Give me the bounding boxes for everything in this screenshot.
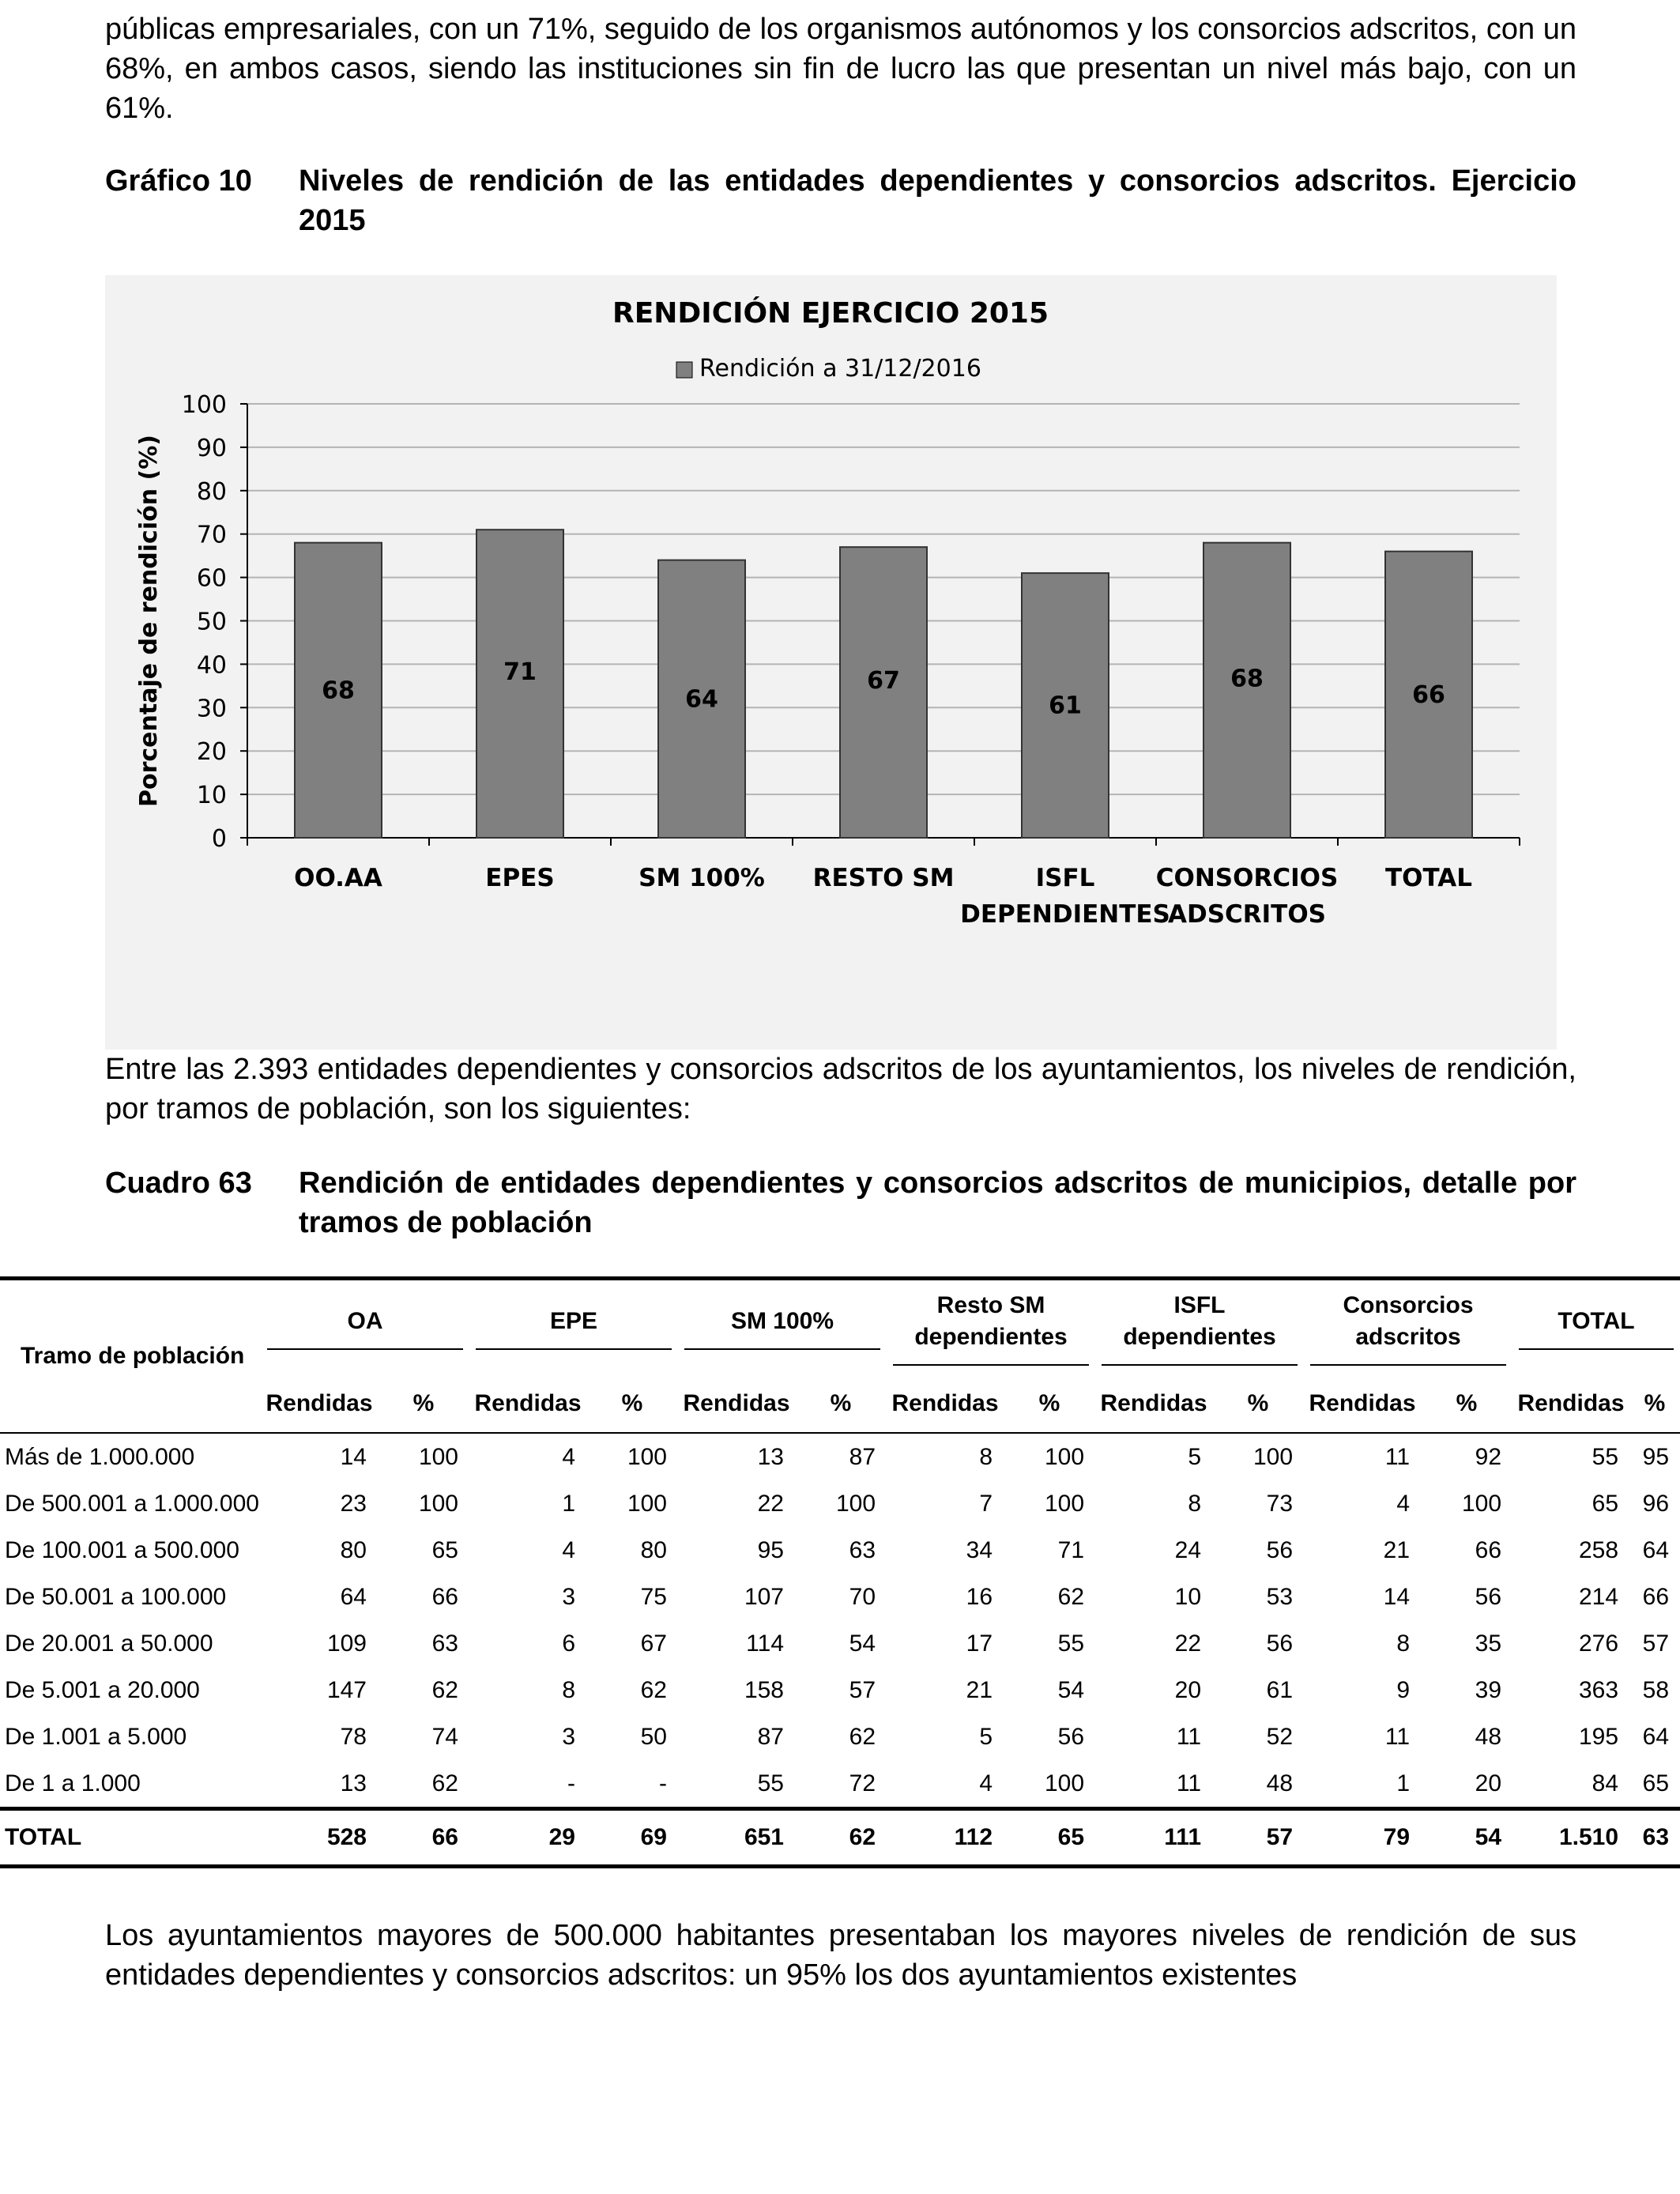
table-cell: 55 (1057, 1630, 1085, 1657)
y-tick-label: 70 (196, 521, 227, 549)
table-cell: 50 (640, 1723, 667, 1750)
table-cell: 7 (979, 1490, 993, 1517)
row-label: De 20.001 a 50.000 (5, 1630, 213, 1657)
table-cell: 54 (849, 1630, 876, 1657)
group-underline (267, 1348, 463, 1350)
table-caption-number: Cuadro 63 (105, 1167, 252, 1200)
table-cell: 66 (431, 1583, 458, 1610)
row-label: De 500.001 a 1.000.000 (5, 1490, 259, 1517)
table-cell: 5 (979, 1723, 993, 1750)
legend-swatch (676, 362, 692, 378)
row-label: De 50.001 a 100.000 (5, 1583, 227, 1610)
row-label: De 5.001 a 20.000 (5, 1676, 200, 1703)
table-cell: 72 (849, 1770, 876, 1796)
table-cell: 67 (640, 1630, 667, 1657)
total-cell: 112 (887, 1809, 1004, 1867)
table-cell: 100 (1044, 1770, 1085, 1796)
table-cell: 87 (849, 1443, 876, 1470)
table-cell: 11 (1176, 1770, 1202, 1796)
y-tick-label: 10 (196, 782, 227, 810)
column-group-header (1095, 1279, 1304, 1376)
table-cell: 100 (627, 1443, 667, 1470)
table-cell: 4 (562, 1443, 575, 1470)
table-cell: 64 (1642, 1723, 1670, 1750)
subheader-rendidas: Rendidas (261, 1375, 378, 1433)
table-caption-text: Rendición de entidades dependientes y consorcios adscritos de municipios, detalle por tramos de población (299, 1167, 1576, 1239)
column-group-label: ISFL (1173, 1292, 1226, 1318)
table-cell: 4 (562, 1536, 575, 1563)
table-cell: 61 (1266, 1676, 1294, 1703)
table-cell: 62 (849, 1723, 876, 1750)
column-group-label: adscritos (1355, 1324, 1461, 1350)
y-tick-label: 0 (211, 825, 227, 853)
column-group-label: EPE (549, 1308, 598, 1334)
subheader-rendidas: Rendidas (1512, 1375, 1629, 1433)
table-cell: 23 (340, 1490, 367, 1517)
total-cell: 69 (586, 1809, 678, 1867)
subheader-rendidas: Rendidas (887, 1375, 1004, 1433)
table-cell: 100 (1461, 1490, 1502, 1517)
table-cell: 9 (1396, 1676, 1411, 1703)
group-underline (476, 1348, 672, 1350)
total-cell: 528 (261, 1809, 378, 1867)
x-category-label: RESTO SM (812, 864, 955, 892)
total-cell: 57 (1212, 1809, 1304, 1867)
table-cell: 363 (1578, 1676, 1619, 1703)
group-underline (1102, 1364, 1298, 1366)
table-cell: 66 (1642, 1583, 1670, 1610)
table-cell: 58 (1642, 1676, 1670, 1703)
group-underline (684, 1348, 880, 1350)
table-row (0, 1667, 1680, 1713)
column-group-header (469, 1279, 678, 1376)
table-cell: 57 (849, 1676, 876, 1703)
table-cell: 64 (340, 1583, 367, 1610)
table-cell: 55 (757, 1770, 784, 1796)
table-cell: 48 (1266, 1770, 1294, 1796)
table-cell: 147 (326, 1676, 367, 1703)
y-tick-label: 40 (196, 651, 227, 680)
table-row (0, 1527, 1680, 1574)
total-cell: 1.510 (1512, 1809, 1629, 1867)
y-tick-label: 90 (196, 434, 227, 462)
chart-title: RENDICIÓN EJERCICIO 2015 (612, 297, 1049, 330)
table-cell: 100 (1044, 1490, 1085, 1517)
total-label: TOTAL (0, 1809, 261, 1867)
chart-container (105, 275, 1557, 1050)
table-cell: 57 (1642, 1630, 1670, 1657)
data-label-0: 68 (322, 677, 355, 705)
subheader-percent: % (1004, 1375, 1095, 1433)
x-category-label: OO.AA (294, 864, 382, 892)
table-cell: 65 (1591, 1490, 1619, 1517)
table-cell: 100 (418, 1443, 458, 1470)
table-cell: 75 (640, 1583, 667, 1610)
table-row (0, 1713, 1680, 1760)
x-category-label: CONSORCIOS (1155, 864, 1339, 892)
subheader-percent: % (1212, 1375, 1304, 1433)
table-row (0, 1574, 1680, 1620)
data-table (0, 1276, 1680, 1868)
data-label-2: 64 (685, 685, 718, 714)
column-group-label: Consorcios (1343, 1292, 1474, 1318)
table-cell: 14 (1383, 1583, 1411, 1610)
table-cell: 1 (1396, 1770, 1411, 1796)
table-cell: 109 (326, 1630, 367, 1657)
table-cell: 100 (627, 1490, 667, 1517)
table-cell: 62 (431, 1676, 458, 1703)
table-row (0, 1433, 1680, 1480)
table-cell: 8 (562, 1676, 575, 1703)
row-label: Más de 1.000.000 (5, 1443, 195, 1470)
column-group-header (1304, 1279, 1512, 1376)
table-cell: 34 (966, 1536, 993, 1563)
table-cell: 3 (562, 1583, 575, 1610)
table-row (0, 1760, 1680, 1809)
table-cell: 73 (1266, 1490, 1294, 1517)
group-underline (1310, 1364, 1506, 1366)
row-label: De 1.001 a 5.000 (5, 1723, 187, 1750)
table-cell: 258 (1578, 1536, 1619, 1563)
table-cell: 65 (431, 1536, 458, 1563)
table-cell: 66 (1475, 1536, 1502, 1563)
column-group-label: SM 100% (730, 1308, 834, 1334)
table-cell: 5 (1188, 1443, 1202, 1470)
table-cell: - (567, 1770, 575, 1796)
y-axis-label: Porcentaje de rendición (%) (135, 434, 163, 808)
table-cell: 55 (1591, 1443, 1619, 1470)
table-cell: 35 (1475, 1630, 1502, 1657)
y-tick-label: 60 (196, 564, 227, 593)
table-cell: 195 (1578, 1723, 1619, 1750)
table-cell: 100 (1044, 1443, 1085, 1470)
y-tick-label: 50 (196, 608, 227, 636)
table-cell: 11 (1384, 1723, 1411, 1750)
table-cell: 13 (757, 1443, 784, 1470)
column-group-header (261, 1279, 469, 1376)
total-cell: 79 (1304, 1809, 1421, 1867)
table-cell: 87 (757, 1723, 784, 1750)
table-cell: 114 (746, 1630, 784, 1657)
table-cell: 22 (1174, 1630, 1202, 1657)
table-cell: 1 (562, 1490, 575, 1517)
subheader-rendidas: Rendidas (678, 1375, 795, 1433)
total-cell: 651 (678, 1809, 795, 1867)
column-group-header (1512, 1279, 1680, 1376)
bar-chart (105, 275, 1557, 1050)
subheader-percent: % (586, 1375, 678, 1433)
x-category-label: SM 100% (638, 864, 765, 892)
column-group-header (887, 1279, 1095, 1376)
y-tick-label: 30 (196, 695, 227, 723)
total-cell: 29 (469, 1809, 586, 1867)
table-cell: 95 (1642, 1443, 1670, 1470)
total-cell: 66 (378, 1809, 469, 1867)
table-cell: 56 (1057, 1723, 1085, 1750)
table-cell: 8 (1396, 1630, 1411, 1657)
table-cell: 65 (1642, 1770, 1670, 1796)
table-cell: 11 (1176, 1723, 1202, 1750)
chart-caption (105, 161, 1576, 240)
table-cell: 74 (431, 1723, 458, 1750)
table-cell: 21 (1383, 1536, 1411, 1563)
table-cell: 78 (340, 1723, 367, 1750)
table-cell: 3 (562, 1723, 575, 1750)
table-cell: 56 (1266, 1630, 1294, 1657)
subheader-rendidas: Rendidas (1304, 1375, 1421, 1433)
table-cell: 6 (562, 1630, 575, 1657)
table-cell: 48 (1475, 1723, 1502, 1750)
table-cell: 8 (979, 1443, 993, 1470)
table-cell: 56 (1266, 1536, 1294, 1563)
table-cell: 100 (1252, 1443, 1294, 1470)
x-category-label: EPES (485, 864, 555, 892)
data-label-4: 61 (1049, 692, 1082, 720)
data-table-container (0, 1276, 1680, 1868)
table-cell: 20 (1174, 1676, 1202, 1703)
table-cell: 276 (1578, 1630, 1619, 1657)
data-label-5: 68 (1230, 665, 1264, 693)
table-cell: 62 (431, 1770, 458, 1796)
table-cell: 71 (1057, 1536, 1085, 1563)
table-cell: 8 (1188, 1490, 1202, 1517)
chart-caption-text: Niveles de rendición de las entidades dependientes y consorcios adscritos. Ejercicio 2015 (299, 164, 1576, 237)
intro-paragraph: públicas empresariales, con un 71%, seguido de los organismos autónomos y los consorcios adscritos, con un 68%, en ambos casos, siendo las instituciones sin fin de lucro las que presentan un nivel más bajo, con un 61%. (105, 13, 1576, 125)
table-cell: 214 (1578, 1583, 1619, 1610)
subheader-percent: % (795, 1375, 887, 1433)
x-category-label: TOTAL (1385, 864, 1472, 892)
table-cell: - (659, 1770, 667, 1796)
group-underline (893, 1364, 1089, 1366)
subheader-rendidas: Rendidas (1095, 1375, 1212, 1433)
table-cell: 13 (340, 1770, 367, 1796)
chart-caption-number: Gráfico 10 (105, 164, 252, 198)
table-cell: 92 (1475, 1443, 1502, 1470)
y-tick-label: 100 (181, 391, 227, 419)
table-cell: 100 (835, 1490, 876, 1517)
table-cell: 24 (1174, 1536, 1202, 1563)
table-cell: 96 (1642, 1490, 1670, 1517)
body-paragraph: Entre las 2.393 entidades dependientes y consorcios adscritos de los ayuntamientos, los niveles de rendición, por tramos de población, son los siguientes: (105, 1053, 1576, 1125)
table-header-row (0, 1279, 1680, 1376)
table-cell: 63 (849, 1536, 876, 1563)
data-label-6: 66 (1412, 680, 1445, 709)
group-underline (1519, 1348, 1674, 1350)
table-cell: 62 (640, 1676, 667, 1703)
table-cell: 52 (1266, 1723, 1294, 1750)
data-label-3: 67 (867, 667, 900, 696)
table-cell: 63 (431, 1630, 458, 1657)
table-row (0, 1480, 1680, 1527)
table-cell: 16 (966, 1583, 993, 1610)
table-cell: 11 (1384, 1443, 1411, 1470)
table-cell: 20 (1475, 1770, 1502, 1796)
total-cell: 63 (1629, 1809, 1680, 1867)
table-cell: 22 (757, 1490, 784, 1517)
subheader-percent: % (1629, 1375, 1680, 1433)
data-label-1: 71 (503, 658, 537, 687)
y-tick-label: 80 (196, 477, 227, 506)
total-cell: 62 (795, 1809, 887, 1867)
subheader-percent: % (378, 1375, 469, 1433)
table-cell: 17 (966, 1630, 993, 1657)
row-label: De 1 a 1.000 (5, 1770, 141, 1796)
table-cell: 107 (744, 1583, 784, 1610)
table-cell: 95 (757, 1536, 784, 1563)
table-cell: 80 (340, 1536, 367, 1563)
column-group-label: TOTAL (1558, 1308, 1635, 1334)
y-tick-label: 20 (196, 738, 227, 767)
table-cell: 64 (1642, 1536, 1670, 1563)
row-header: Tramo de población (0, 1279, 261, 1434)
closing-paragraph: Los ayuntamientos mayores de 500.000 habitantes presentaban los mayores niveles de rendición de sus entidades dependientes y consorcios adscritos: un 95% los dos ayuntamientos existentes (105, 1919, 1576, 1992)
row-label: De 100.001 a 500.000 (5, 1536, 239, 1563)
table-cell: 4 (1396, 1490, 1411, 1517)
column-group-label: dependientes (914, 1324, 1068, 1350)
table-cell: 10 (1174, 1583, 1202, 1610)
subheader-percent: % (1421, 1375, 1512, 1433)
table-caption (105, 1163, 1576, 1242)
table-cell: 54 (1057, 1676, 1085, 1703)
x-category-label: DEPENDIENTES (960, 900, 1170, 929)
table-cell: 80 (640, 1536, 667, 1563)
total-cell: 54 (1421, 1809, 1512, 1867)
table-cell: 56 (1475, 1583, 1502, 1610)
subheader-rendidas: Rendidas (469, 1375, 586, 1433)
total-cell: 111 (1095, 1809, 1212, 1867)
table-row (0, 1620, 1680, 1667)
column-group-label: OA (347, 1308, 383, 1334)
column-group-label: dependientes (1123, 1324, 1276, 1350)
table-cell: 100 (418, 1490, 458, 1517)
table-cell: 21 (966, 1676, 993, 1703)
x-category-label: ISFL (1035, 864, 1095, 892)
table-cell: 14 (340, 1443, 367, 1470)
column-group-label: Resto SM (936, 1292, 1045, 1318)
table-cell: 70 (849, 1583, 876, 1610)
x-category-label: ADSCRITOS (1167, 900, 1327, 929)
table-cell: 39 (1475, 1676, 1502, 1703)
column-group-header (678, 1279, 887, 1376)
table-cell: 53 (1266, 1583, 1294, 1610)
table-cell: 84 (1591, 1770, 1619, 1796)
table-cell: 158 (744, 1676, 784, 1703)
legend-label: Rendición a 31/12/2016 (699, 355, 981, 383)
table-cell: 4 (979, 1770, 993, 1796)
total-cell: 65 (1004, 1809, 1095, 1867)
table-cell: 62 (1057, 1583, 1085, 1610)
table-total-row (0, 1809, 1680, 1867)
